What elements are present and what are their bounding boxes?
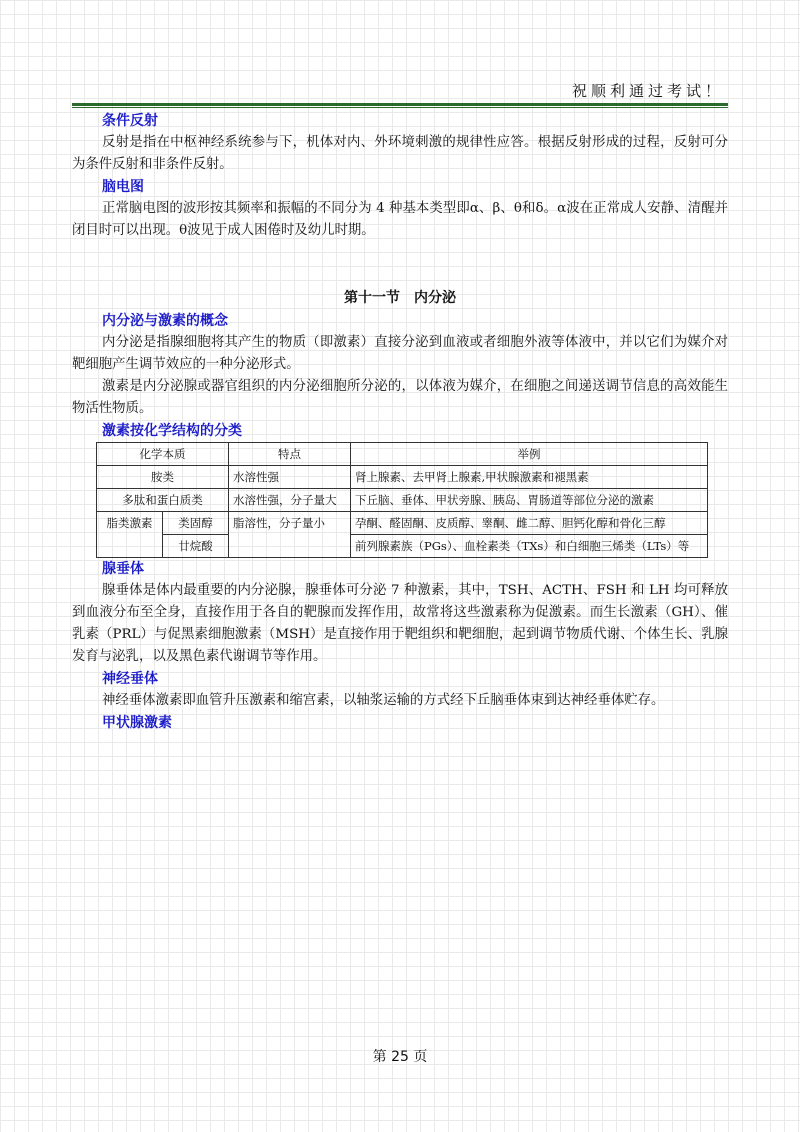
table-cell-type: 胺类 (97, 466, 229, 489)
table-cell-example: 肾上腺素、去甲肾上腺素,甲状腺激素和褪黑素 (351, 466, 708, 489)
table-row (97, 489, 708, 512)
table-header-cell: 化学本质 (97, 443, 229, 466)
table-row (97, 466, 708, 489)
table-cell-subtype: 类固醇 (163, 512, 229, 535)
page-number: 第 25 页 (372, 1049, 428, 1065)
paragraph-adenohypophysis: 腺垂体是体内最重要的内分泌腺，腺垂体可分泌 7 种激素，其中，TSH、ACTH、FSH 和 LH 均可释放到血液分布至全身，直接作用于各自的靶腺而发挥作用，故常将这些激素称为促激素。而生长激素（GH）、催乳素（PRL）与促黑素细胞激素（MSH）是直接作用于靶组织和靶细胞，起到调节物质代谢、个体生长、乳腺发育与泌乳，以及黑色素代谢调节等作用。 (72, 583, 728, 664)
paragraph-neurohypophysis: 神经垂体激素即血管升压激素和缩宫素，以轴浆运输的方式经下丘脑垂体束到达神经垂体贮存。 (102, 693, 665, 708)
paragraph-hormone: 激素是内分泌腺或器官组织的内分泌细胞所分泌的，以体液为媒介，在细胞之间递送调节信息的高效能生物活性物质。 (72, 379, 728, 416)
table-header-row (97, 443, 708, 466)
table-cell-type: 多肽和蛋白质类 (97, 489, 229, 512)
table-header-cell: 特点 (229, 443, 351, 466)
heading-neurohypophysis: 神经垂体 (102, 671, 158, 687)
paragraph-endocrine: 内分泌是指腺细胞将其产生的物质（即激素）直接分泌到血液或者细胞外液等体液中，并以它们为媒介对靶细胞产生调节效应的一种分泌形式。 (72, 335, 728, 372)
table-cell-feature: 脂溶性，分子量小 (229, 512, 351, 558)
heading-conditioned-reflex: 条件反射 (102, 113, 158, 129)
table-cell-feature: 水溶性强，分子量大 (229, 489, 351, 512)
table-row (97, 512, 708, 535)
table-cell-feature: 水溶性强 (229, 466, 351, 489)
header-slogan: 祝顺利通过考试！ (571, 82, 724, 100)
page-content (72, 110, 728, 734)
table-cell-example: 前列腺素族（PGs）、血栓素类（TXs）和白细胞三烯类（LTs）等 (351, 535, 708, 558)
table-header-cell: 举例 (351, 443, 708, 466)
header-rule (72, 103, 728, 108)
table-cell-type: 脂类激素 (97, 512, 163, 558)
heading-hormone-classification: 激素按化学结构的分类 (102, 423, 242, 439)
table-row (97, 535, 708, 558)
heading-thyroid-hormone: 甲状腺激素 (102, 715, 172, 731)
section-title: 第十一节 内分泌 (344, 290, 456, 306)
hormone-classification-table (96, 442, 708, 558)
paragraph-eeg: 正常脑电图的波形按其频率和振幅的不同分为 4 种基本类型即α、β、θ和δ。α波在正常成人安静、清醒并闭目时可以出现。θ波见于成人困倦时及幼儿时期。 (72, 201, 728, 238)
table-cell-example: 下丘脑、垂体、甲状旁腺、胰岛、胃肠道等部位分泌的激素 (351, 489, 708, 512)
heading-eeg: 脑电图 (102, 179, 144, 195)
paragraph-reflex: 反射是指在中枢神经系统参与下，机体对内、外环境刺激的规律性应答。根据反射形成的过程，反射可分为条件反射和非条件反射。 (72, 135, 728, 172)
table-cell-example: 孕酮、醛固酮、皮质醇、睾酮、雌二醇、胆钙化醇和骨化三醇 (351, 512, 708, 535)
heading-adenohypophysis: 腺垂体 (102, 561, 144, 577)
table-cell-subtype: 廿烷酸 (163, 535, 229, 558)
heading-endocrine-concept: 内分泌与激素的概念 (102, 313, 228, 329)
